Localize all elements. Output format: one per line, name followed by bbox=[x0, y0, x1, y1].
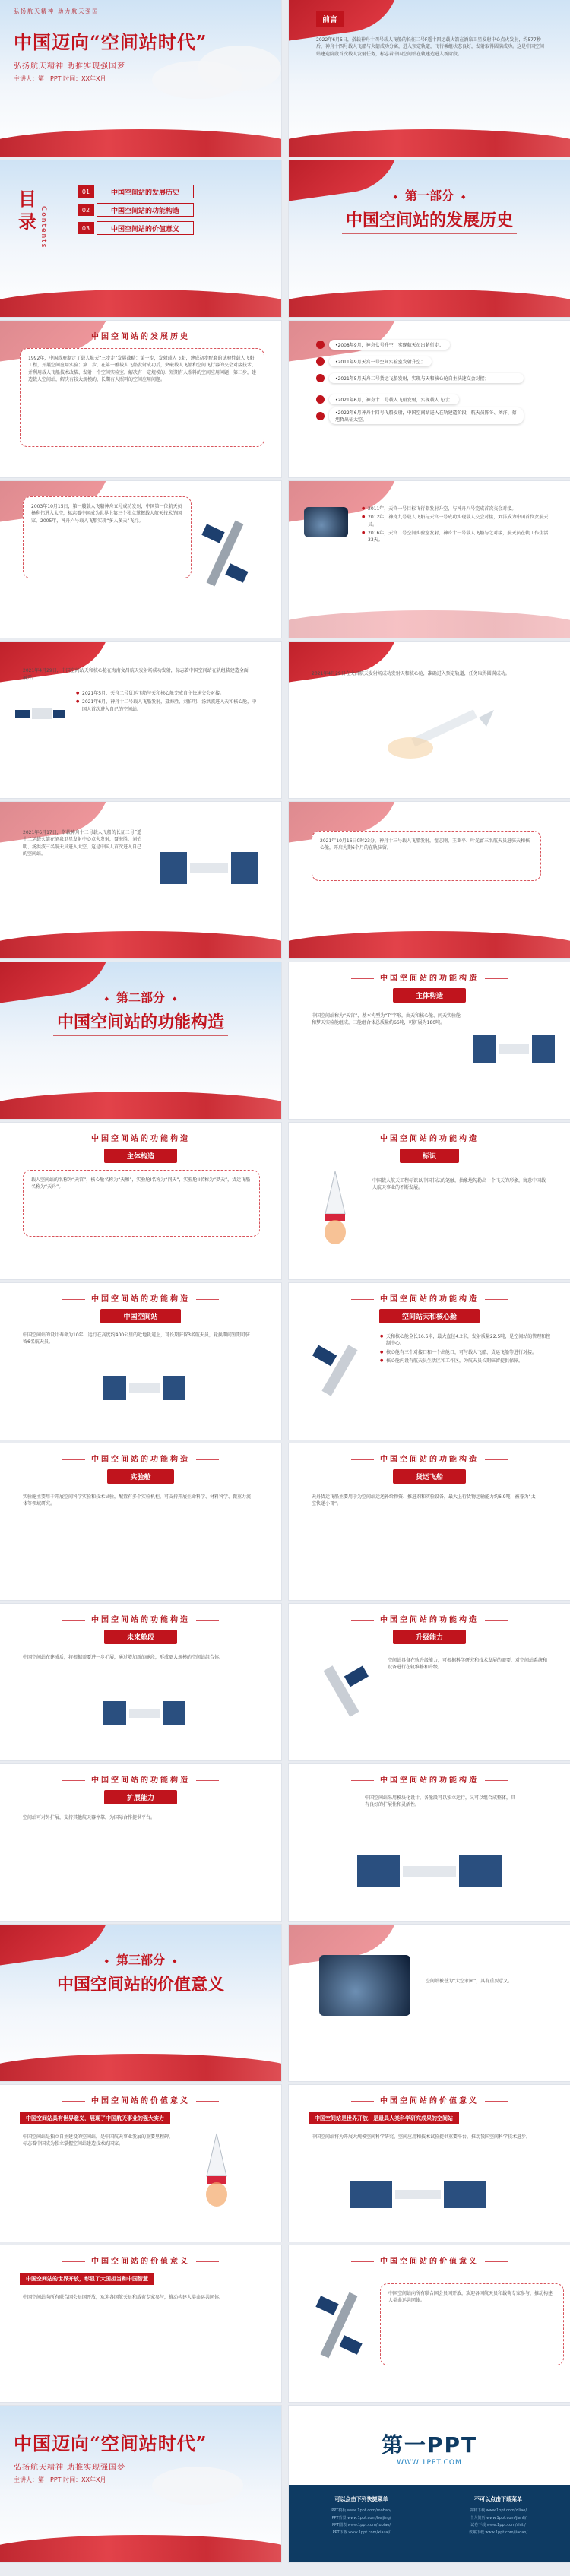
ad-logo: 第一PPT bbox=[381, 2432, 478, 2457]
slide-func-core[interactable]: 中国空间站的功能构造 空间站天和核心舱 ● 天和核心舱全长16.6米，最大直径4.2米，发射质量22.5吨，是空间站的管理和控制中心。 ● 核心舱有三个对接口和一个出舱口，可与载人飞船、货运飞船等进行对接。 ● 核心舱内设有航天员生活区和工作区，为航天员长期驻留提供保障。 bbox=[289, 1283, 570, 1440]
cover-tag: 弘扬航天精神 助力航天强国 bbox=[14, 8, 100, 14]
satellite-icon bbox=[306, 1657, 382, 1725]
satellite-icon bbox=[304, 1336, 380, 1405]
slide-history-7[interactable]: 2021年10月16日0时23分，神舟十三号载人飞船发射，翟志刚、王亚平、叶光富三名航天员进驻天和核心舱，开启为期6个月的在轨驻留。 bbox=[289, 802, 570, 958]
slide-func-expand[interactable]: 中国空间站的功能构造 扩展能力 空间站可对外扩展，支持其他航天器停靠，为国际合作提供平台。 bbox=[0, 1764, 281, 1921]
part3-kicker: ◆ 第三部分 ◆ bbox=[0, 1950, 281, 1968]
cover-title: 中国迈向“空间站时代” bbox=[14, 31, 207, 53]
history-intro-box: 1992年，中国政府制定了载人航天“三步走”发展战略：第一步，发射载人飞船，建成初步配套的试验性载人飞船工程，开展空间应用实验；第二步，在第一艘载人飞船发射成功后，突破载人飞船和空间飞行器的交会对接技术，并利用载人飞船技术改装、发射一个空间实验室，解决有一定规模的、短期有人照料的空间应用问题；第三步，建造载人空间站，解决有较大规模的、长期有人照料的空间应用问题。 bbox=[20, 348, 264, 447]
part2-kicker: ◆ 第二部分 ◆ bbox=[0, 988, 281, 1006]
slide-func-names[interactable]: 中国空间站的功能构造 主体构造 载人空间站的名称为“天宫”，核心舱名称为“天和”，实验舱I名称为“问天”，实验舱II名称为“梦天”，货运飞船名称为“天舟”。 bbox=[0, 1123, 281, 1279]
cover-subtitle: 弘扬航天精神 助推实现强国梦 bbox=[14, 62, 126, 71]
slide-heading: 中国空间站的发展历史 bbox=[0, 330, 281, 341]
station-icon bbox=[350, 1837, 509, 1906]
preface-text: 2022年6月5日，搭载神舟十四号载人飞船的长征二号F遥十四运载火箭在酒泉卫星发射中心点火发射，约577秒后，神舟十四号载人飞船与火箭成功分离，进入预定轨道，飞行乘组状态良好，发射取得圆满成功。这是中国空间站建造阶段首次载人发射任务，标志着中国空间站在轨建造进入新阶段。 bbox=[316, 37, 545, 57]
history-bullets: ● 2011年，天宫一号目标飞行器发射升空，与神舟八号完成首次交会对接。 ● 2012年，神舟九号载人飞船与天宫一号成功实现载人交会对接，刘洋成为中国首位女航天员。 ● 2016年，天宫二号空间实验室发射，神舟十一号载人飞船与之对接，航天员在轨工作生活33天。 bbox=[362, 505, 552, 545]
rocket-icon bbox=[380, 687, 502, 771]
timeline-item-1: •2008年9月，神舟七号升空，实现航天员出舱行走； bbox=[316, 337, 450, 351]
slide-history-5[interactable]: 2021年4月29日在文昌航天发射场成功发射天和核心舱，准确进入预定轨道，任务取得圆满成功。 bbox=[289, 642, 570, 798]
spacecraft-icon bbox=[14, 695, 67, 740]
part3-title: 中国空间站的价值意义 bbox=[56, 1975, 224, 1995]
cover-meta: 主讲人：第一PPT 时间：XX年X月 bbox=[14, 75, 106, 82]
station-icon bbox=[152, 825, 266, 916]
shuttle-icon bbox=[309, 1168, 362, 1252]
slide-func-cargo[interactable]: 中国空间站的功能构造 货运飞船 天舟货运飞船主要用于为空间站运送补给物资、推进剂和实验设备，最大上行货物运输能力约6.9吨，被誉为“太空快递小哥”。 bbox=[289, 1443, 570, 1600]
slide-value-3[interactable]: 中国空间站的价值意义 中国空间站的世界开放，彰显了大国担当和中国智慧 中国空间站向所有联合国会员国开放，欢迎各国航天员和载荷专家参与，推动构建人类命运共同体。 bbox=[0, 2245, 281, 2402]
history-text-box: 2003年10月15日，第一艘载人飞船神舟五号成功发射，中国第一位航天员杨利伟进入太空，标志着中国成为世界上第三个独立掌握载人航天技术的国家。2005年，神舟六号载人飞船实现“多人多天”飞行。 bbox=[23, 496, 192, 578]
part1-title: 中国空间站的发展历史 bbox=[345, 211, 513, 230]
slide-value-2[interactable]: 中国空间站的价值意义 中国空间站是世界开放，是最具人类科学研究成果的空间站 中国空间站将为开展大规模空间科学研究、空间应用和技术试验提供重要平台，推动我国空间科学技术进步。 bbox=[289, 2085, 570, 2242]
part2-title: 中国空间站的功能构造 bbox=[56, 1012, 224, 1032]
slide-part1[interactable] bbox=[289, 160, 570, 317]
slide-func-lift[interactable]: 中国空间站的功能构造 升级能力 空间站具备在轨升级能力，可根据科学研究和技术发展的需要，对空间站系统和设备进行在轨维修和升级。 bbox=[289, 1604, 570, 1760]
timeline-item-4: •2021年6月，神舟十二号载人飞船发射，实现载人飞行； bbox=[316, 392, 459, 406]
toc-title: 目录 bbox=[18, 188, 36, 233]
ad-col-right: 不可以点击下载菜单 资料下载 www.1ppt.com/ziliao/ 个人简历 www.1ppt.com/jianli/ 试卷下载 www.1ppt.com/shiti/ 教案下载 www.1ppt.com/jiaoan/ bbox=[468, 2496, 528, 2535]
ad-url[interactable]: WWW.1PPT.COM bbox=[397, 2459, 462, 2467]
ad-col-left: 可以点击下列快捷菜单 PPT模板 www.1ppt.com/moban/ PPT背景 www.1ppt.com/beijing/ PPT图表 www.1ppt.com/tubiao/ PPT下载 www.1ppt.com/xiazai/ bbox=[331, 2496, 391, 2535]
slide-part3[interactable] bbox=[0, 1925, 281, 2081]
satellite-icon bbox=[304, 2283, 372, 2367]
slide-toc[interactable] bbox=[0, 160, 281, 317]
earth-photo-icon bbox=[304, 507, 348, 537]
station-icon bbox=[468, 1016, 559, 1084]
toc-item-3[interactable]: 03 中国空间站的价值意义 bbox=[78, 221, 194, 235]
red-ribbon bbox=[0, 129, 281, 157]
station-icon bbox=[99, 1687, 190, 1741]
slide-func-lab[interactable]: 中国空间站的功能构造 实验舱 实验舱主要用于开展空间科学实验和技术试验，配置有多个实验机柜，可支持开展生命科学、材料科学、微重力流体等领域研究。 bbox=[0, 1443, 281, 1600]
preface-title: 前言 bbox=[316, 11, 344, 27]
satellite-icon bbox=[190, 512, 258, 595]
slide-func-future[interactable]: 中国空间站的功能构造 未来舱段 中国空间站在建成后，将根据需要进一步扩展，通过增加新的舱段，形成更大规模的空间站组合体。 bbox=[0, 1604, 281, 1760]
toc-english: Contents bbox=[40, 206, 47, 249]
timeline-item-2: •2011年9月天宫一号空间实验室发射升空； bbox=[316, 354, 432, 368]
toc-item-2[interactable]: 02 中国空间站的功能构造 bbox=[78, 203, 194, 217]
slide-func-station[interactable]: 中国空间站的功能构造 中国空间站 中国空间站的设计寿命为10年，运行在高度约400公里的近地轨道上，可长期驻留3名航天员，轮换期间短期可驻留6名航天员。 bbox=[0, 1283, 281, 1440]
slide-ad[interactable] bbox=[289, 2406, 570, 2562]
station-icon bbox=[334, 2169, 502, 2222]
ending-title: 中国迈向“空间站时代” bbox=[14, 2432, 207, 2454]
slide-history-4[interactable]: 2021年4月29日，中国空间站天和核心舱在海南文昌航天发射场成功发射，标志着中国空间站在轨组装建造全面展开。 ● 2021年5月，天舟二号货运飞船与天和核心舱完成自主快速交会对接。 ● 2021年6月，神舟十二号载人飞船发射，聂海胜、刘伯明、汤洪波进入天和核心舱，中国人首次进入自己的空间站。 bbox=[0, 642, 281, 798]
slide-history-3[interactable] bbox=[289, 481, 570, 638]
slide-value-photo[interactable]: 空间站被誉为“太空家园”，具有重要意义。 bbox=[289, 1925, 570, 2081]
slide-func-mark[interactable]: 中国空间站的功能构造 标识 中国载人航天工程标识以中国书法的笔触，抽象地勾勒出一个飞天的形象，寓意中国载人航天事业的不断发展。 bbox=[289, 1123, 570, 1279]
timeline-item-3: •2021年5月天舟二号货运飞船发射，实现与天和核心舱自主快速交会对接； bbox=[316, 371, 524, 385]
slide-ending[interactable] bbox=[0, 2406, 281, 2562]
slide-part2[interactable] bbox=[0, 962, 281, 1119]
part1-kicker: ◆ 第一部分 ◆ bbox=[289, 186, 570, 204]
station-icon bbox=[99, 1359, 190, 1420]
slide-history-intro[interactable] bbox=[0, 321, 281, 477]
slide-value-4[interactable]: 中国空间站的价值意义 中国空间站向所有联合国会员国开放，欢迎各国航天员和载荷专家参与，推动构建人类命运共同体。 bbox=[289, 2245, 570, 2402]
slide-timeline[interactable] bbox=[289, 321, 570, 477]
toc-item-1[interactable]: 01 中国空间站的发展历史 bbox=[78, 185, 194, 198]
ending-subtitle: 弘扬航天精神 助推实现强国梦 bbox=[14, 2464, 126, 2472]
slide-history-6[interactable]: 2021年6月17日，搭载神舟十二号载人飞船的长征二号F遥十二运载火箭在酒泉卫星发射中心点火发射，聂海胜、刘伯明、汤洪波三名航天员进入太空，这是中国人首次进入自己的空间站。 bbox=[0, 802, 281, 958]
timeline-item-5: •2022年6月神舟十四号飞船发射，中国空间站进入在轨建造阶段，航天员陈冬、刘洋、蔡旭哲出征太空。 bbox=[316, 409, 524, 423]
station-photo-icon bbox=[319, 1955, 410, 2016]
slide-func-main[interactable]: 中国空间站的功能构造 主体构造 中国空间站称为“天宫”，基本构型为“T”字形，由天和核心舱、问天实验舱和梦天实验舱组成，三舱组合体总质量约66吨，可扩展为180吨。 bbox=[289, 962, 570, 1119]
slide-preface[interactable] bbox=[289, 0, 570, 157]
ending-meta: 主讲人：第一PPT 时间：XX年X月 bbox=[14, 2476, 106, 2483]
slide-cover[interactable] bbox=[0, 0, 281, 157]
slide-history-2[interactable] bbox=[0, 481, 281, 638]
slide-func-module[interactable]: 中国空间站的功能构造 中国空间站采用模块化设计，各舱段可以独立运行，又可以组合成整体，具有良好的扩展性和灵活性。 bbox=[289, 1764, 570, 1921]
shuttle-icon bbox=[190, 2131, 243, 2214]
slide-value-1[interactable]: 中国空间站的价值意义 中国空间站具有世界意义，展现了中国航天事业的强大实力 中国空间站是独立自主建设的空间站，是中国航天事业发展的重要里程碑，标志着中国成为独立掌握空间站建造技术的国家。 bbox=[0, 2085, 281, 2242]
